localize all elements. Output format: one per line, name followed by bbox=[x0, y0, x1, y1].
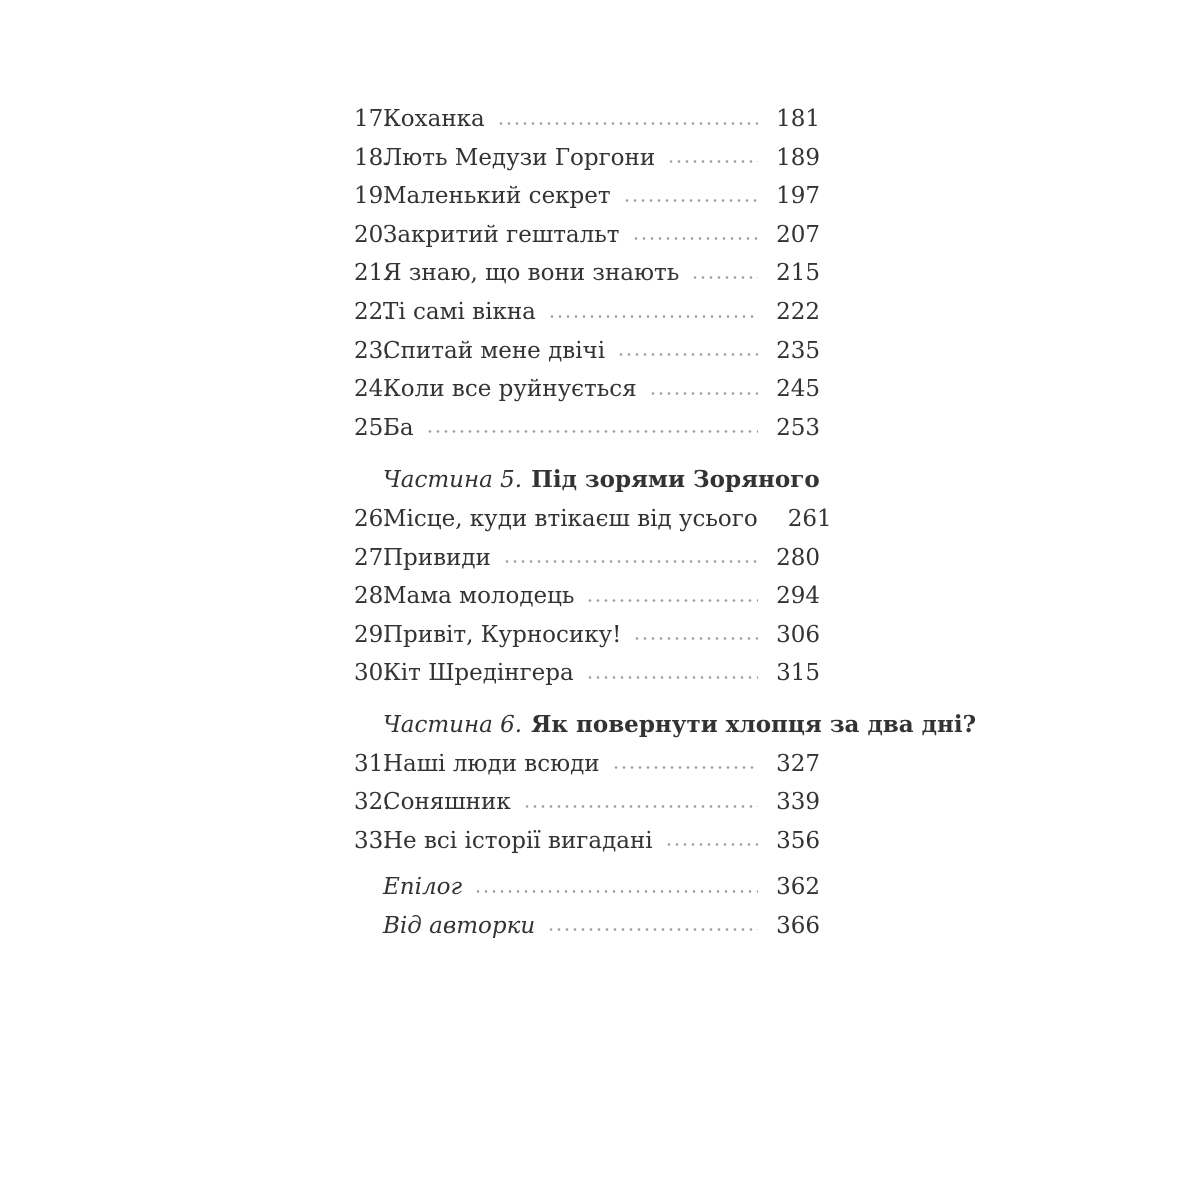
chapter-number: 23. bbox=[354, 337, 391, 364]
page-number: 253 bbox=[776, 414, 820, 441]
chapter-number: 17. bbox=[354, 106, 391, 132]
chapter-number: 25. bbox=[354, 414, 391, 441]
chapter-number: 28. bbox=[354, 583, 391, 610]
chapter-number: 20. bbox=[354, 221, 391, 248]
page-number: 261 bbox=[787, 505, 832, 532]
chapter-number: 29. bbox=[354, 621, 391, 648]
dot-leader bbox=[586, 676, 758, 679]
page-number: 306 bbox=[776, 621, 820, 648]
toc-entry bbox=[354, 216, 820, 255]
dot-leader bbox=[665, 843, 758, 846]
dot-leader bbox=[474, 890, 758, 893]
toc-entry bbox=[354, 616, 820, 655]
chapter-number: 21. bbox=[354, 260, 391, 287]
chapter-number: 32. bbox=[354, 789, 391, 816]
dot-leader bbox=[623, 199, 758, 202]
toc-entry bbox=[354, 539, 820, 578]
dot-leader bbox=[667, 160, 758, 163]
dot-leader bbox=[617, 353, 758, 356]
chapter-title: Привиди bbox=[383, 544, 491, 571]
toc-entry bbox=[354, 409, 820, 448]
chapter-number: 26. bbox=[354, 505, 391, 532]
page-number: 235 bbox=[776, 337, 820, 364]
part-heading bbox=[354, 706, 977, 745]
page-number: 215 bbox=[776, 260, 820, 287]
chapter-title: Ті самі вікна bbox=[383, 298, 536, 325]
dot-leader bbox=[691, 276, 758, 279]
toc-entry bbox=[354, 783, 820, 822]
toc-entry bbox=[354, 332, 820, 371]
chapter-number: 24. bbox=[354, 376, 391, 403]
chapter-title: Я знаю, що вони знають bbox=[383, 260, 680, 287]
chapter-title: Ба bbox=[383, 414, 414, 441]
toc-entry bbox=[354, 100, 820, 139]
toc-entry bbox=[354, 254, 820, 293]
part-number-label: Частина 6. bbox=[383, 711, 523, 738]
page-number: 280 bbox=[776, 544, 820, 571]
dot-leader bbox=[548, 315, 758, 318]
chapter-title: Не всі історії вигадані bbox=[383, 827, 653, 854]
page-number: 294 bbox=[776, 583, 820, 610]
toc-entry bbox=[354, 293, 820, 332]
dot-leader bbox=[547, 928, 758, 931]
page-number: 181 bbox=[776, 106, 820, 132]
toc-entry bbox=[354, 500, 832, 539]
chapter-number: 18. bbox=[354, 144, 391, 171]
page-number: 327 bbox=[776, 750, 820, 777]
part-title: Під зорями Зоряного bbox=[531, 466, 820, 494]
page-number: 222 bbox=[776, 298, 820, 325]
page-number: 362 bbox=[776, 874, 820, 901]
page-number: 197 bbox=[776, 183, 820, 210]
toc-entry-authors-note bbox=[354, 907, 820, 946]
chapter-title: Наші люди всюди bbox=[383, 750, 600, 777]
toc-entry bbox=[354, 577, 820, 616]
dot-leader bbox=[503, 560, 758, 563]
chapter-title: Привіт, Курносику! bbox=[383, 621, 622, 648]
toc-entry bbox=[354, 370, 820, 409]
part-heading bbox=[354, 461, 820, 500]
chapter-title: Лють Медузи Горгони bbox=[383, 144, 656, 171]
chapter-title: Соняшник bbox=[383, 789, 511, 816]
chapter-title: Коханка bbox=[383, 106, 485, 132]
chapter-title: Маленький секрет bbox=[383, 183, 611, 210]
dot-leader bbox=[649, 392, 758, 395]
authors-note-title: Від авторки bbox=[383, 912, 536, 939]
chapter-title: Мама молодець bbox=[383, 583, 575, 610]
chapter-number: 33. bbox=[354, 827, 391, 854]
chapter-title: Коли все руйнується bbox=[383, 376, 637, 403]
dot-leader bbox=[632, 237, 758, 240]
chapter-number: 30. bbox=[354, 660, 391, 687]
chapter-number: 27. bbox=[354, 544, 391, 571]
page-number: 245 bbox=[776, 376, 820, 403]
toc-page bbox=[354, 0, 977, 945]
page-number: 366 bbox=[776, 912, 820, 939]
part-title: Як повернути хлопця за два дні? bbox=[531, 710, 977, 738]
dot-leader bbox=[523, 805, 758, 808]
page-number: 189 bbox=[776, 144, 820, 171]
toc-entry bbox=[354, 177, 820, 216]
chapter-title: Кіт Шредінгера bbox=[383, 660, 574, 687]
page-number: 207 bbox=[776, 221, 820, 248]
dot-leader bbox=[497, 122, 758, 125]
page-number: 339 bbox=[776, 789, 820, 816]
toc-entry bbox=[354, 745, 820, 784]
dot-leader bbox=[633, 637, 758, 640]
dot-leader bbox=[586, 599, 758, 602]
page-number: 315 bbox=[776, 660, 820, 687]
toc-entry bbox=[354, 822, 820, 861]
dot-leader bbox=[612, 766, 758, 769]
toc-entry bbox=[354, 139, 820, 178]
chapter-number: 22. bbox=[354, 298, 391, 325]
chapter-title: Спитай мене двічі bbox=[383, 337, 606, 364]
toc-entry bbox=[354, 654, 820, 693]
chapter-title: Закритий гештальт bbox=[383, 221, 620, 248]
toc-entry-epilogue bbox=[354, 868, 820, 907]
chapter-title: Місце, куди втікаєш від усього bbox=[383, 505, 758, 532]
epilogue-title: Епілог bbox=[383, 874, 463, 901]
page-number: 356 bbox=[776, 827, 820, 854]
part-number-label: Частина 5. bbox=[383, 467, 523, 494]
dot-leader bbox=[426, 430, 758, 433]
chapter-number: 31. bbox=[354, 750, 391, 777]
chapter-number: 19. bbox=[354, 183, 391, 210]
